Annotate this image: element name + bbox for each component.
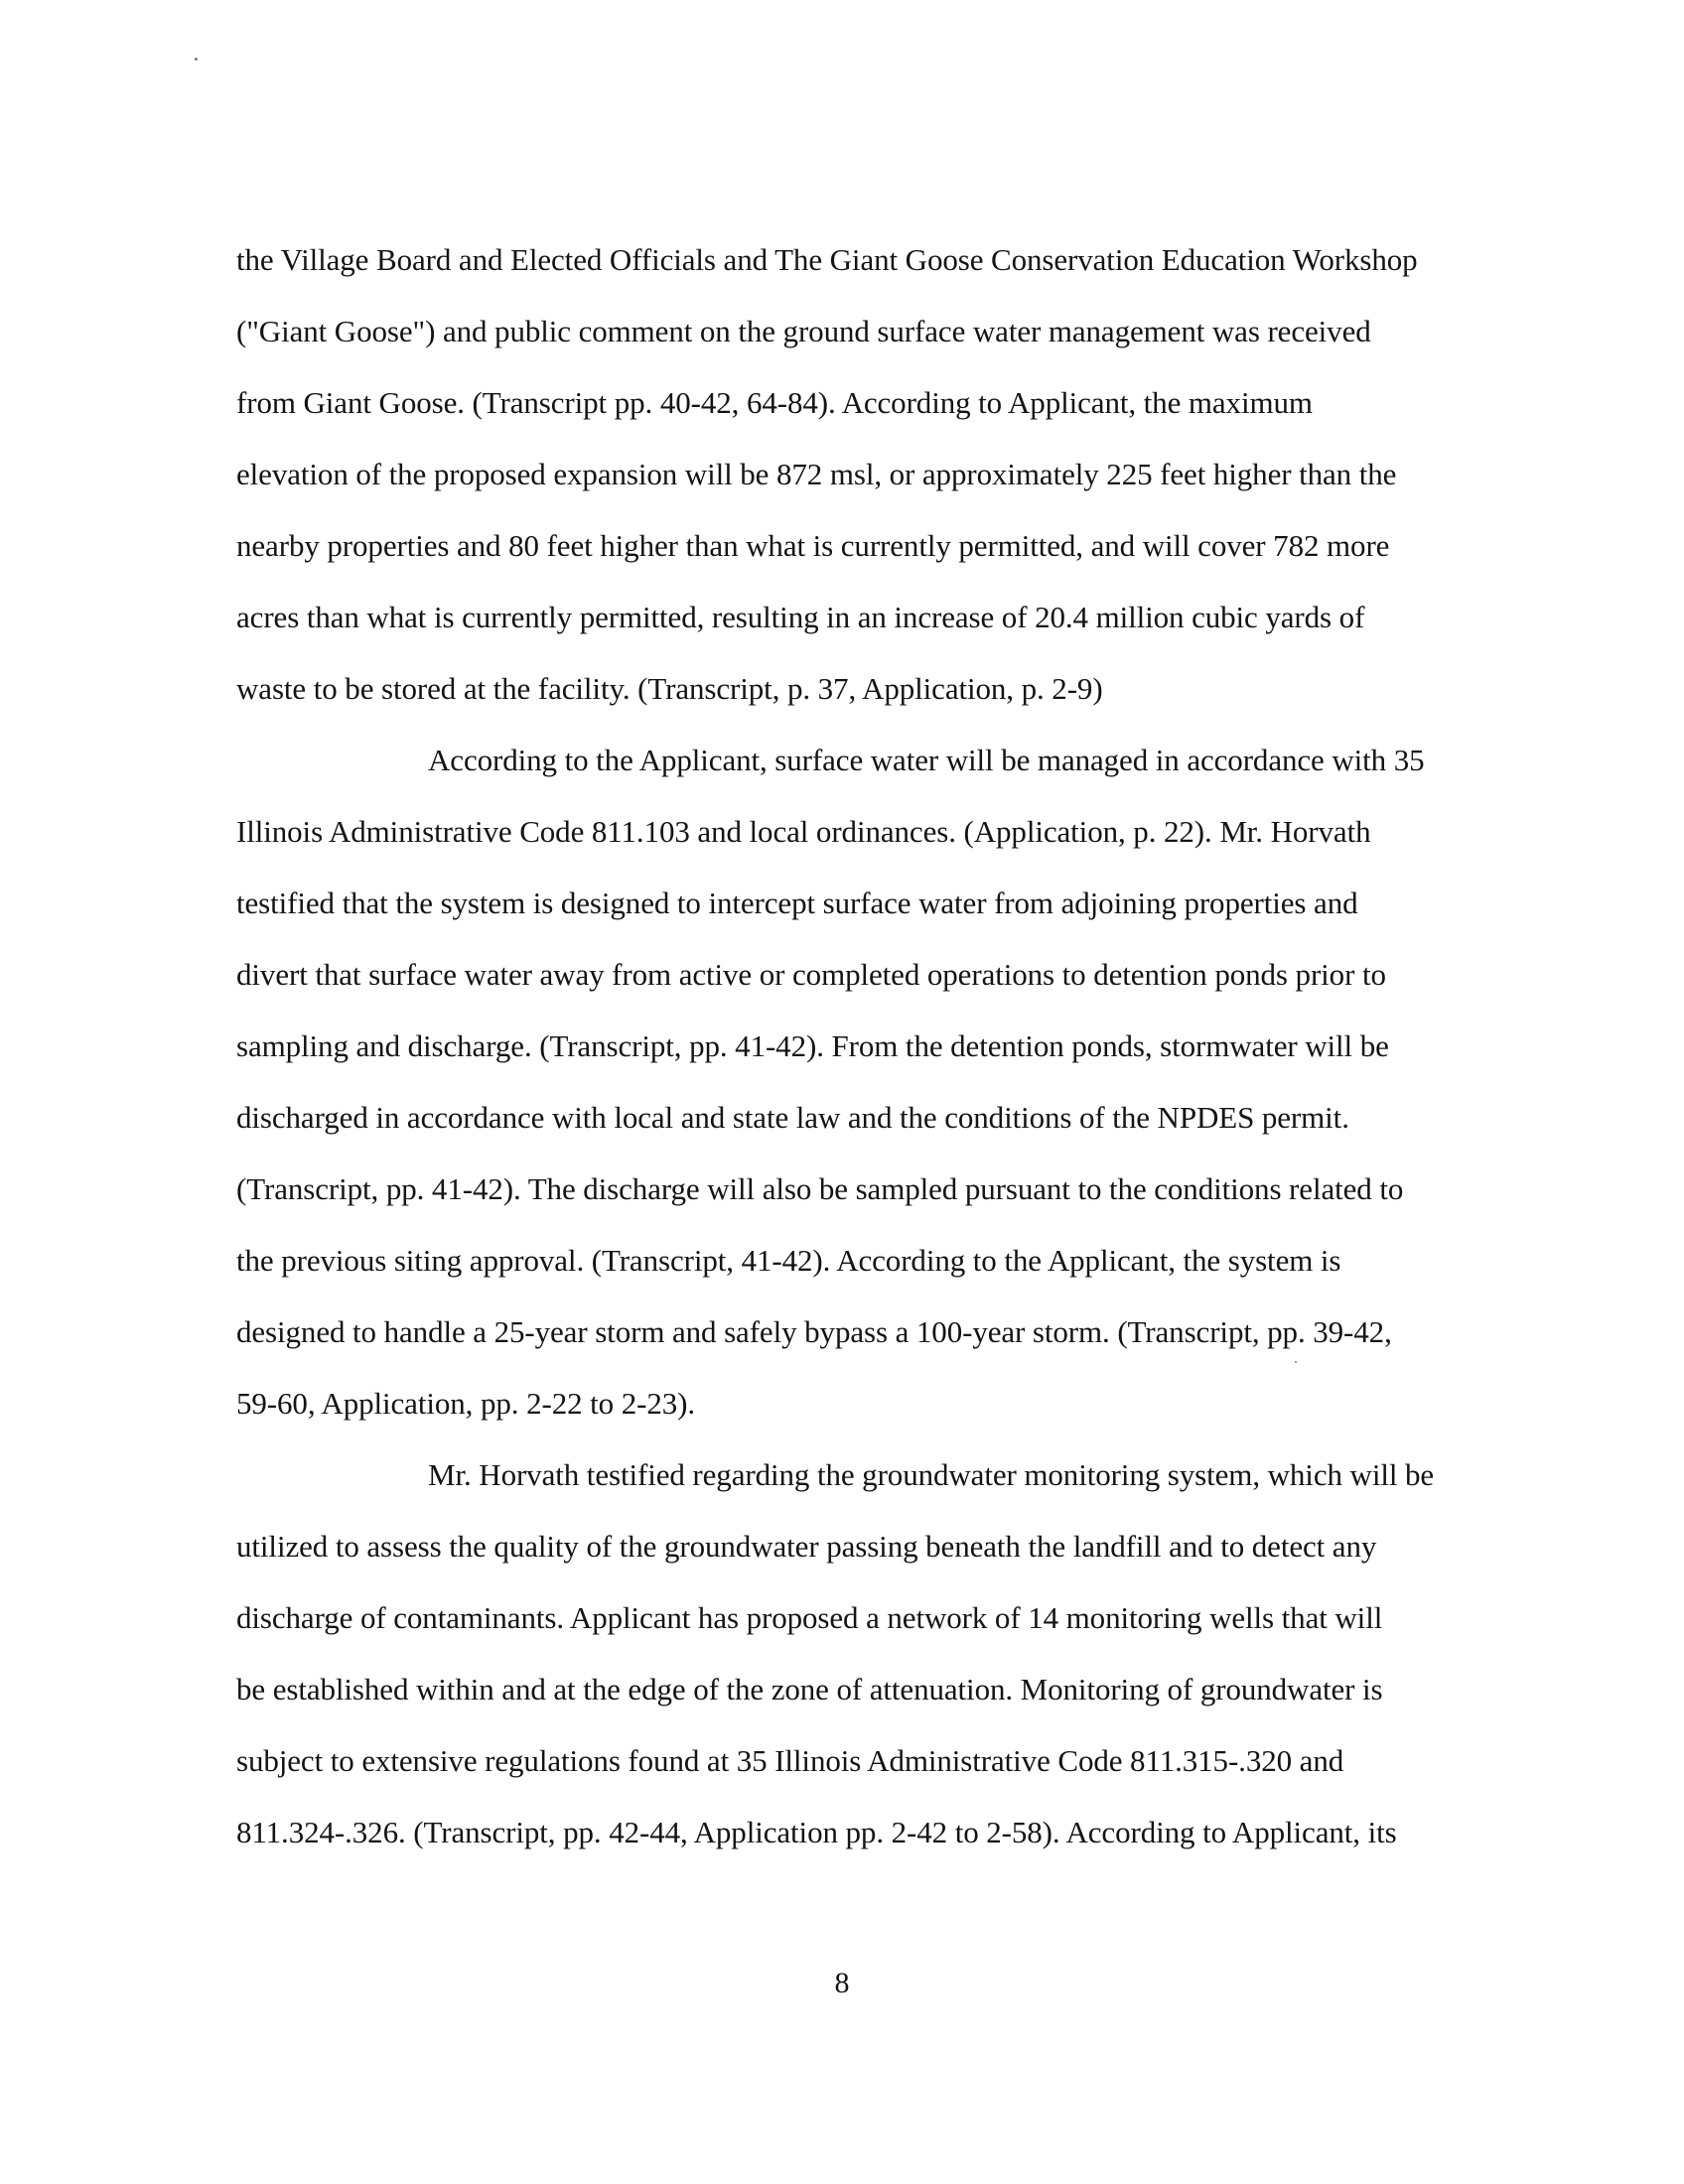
text-line: elevation of the proposed expansion will be 872 msl, or approximately 225 feet higher than the bbox=[236, 457, 1397, 491]
text-line: ("Giant Goose") and public comment on the ground surface water management was received bbox=[236, 314, 1371, 348]
text-line: nearby properties and 80 feet higher than what is currently permitted, and will cover 782 more bbox=[236, 528, 1390, 563]
page-number: 8 bbox=[834, 1967, 850, 1999]
document-body bbox=[236, 238, 1448, 1882]
text-line: discharge of contaminants. Applicant has proposed a network of 14 monitoring wells that will bbox=[236, 1600, 1383, 1635]
text-line: Illinois Administrative Code 811.103 and local ordinances. (Application, p. 22). Mr. Horvath bbox=[236, 814, 1371, 849]
text-line: the Village Board and Elected Officials and The Giant Goose Conservation Education Workshop bbox=[236, 242, 1418, 277]
paragraph-first-line: According to the Applicant, surface water will be managed in accordance with 35 bbox=[428, 743, 1425, 777]
text-line: designed to handle a 25-year storm and safely bypass a 100-year storm. (Transcript, pp. 39-42, bbox=[236, 1314, 1392, 1349]
text-line: discharged in accordance with local and state law and the conditions of the NPDES permit. bbox=[236, 1100, 1349, 1135]
text-line: waste to be stored at the facility. (Transcript, p. 37, Application, p. 2-9) bbox=[236, 671, 1103, 706]
text-line: 811.324-.326. (Transcript, pp. 42-44, Application pp. 2-42 to 2-58). According to Applicant, its bbox=[236, 1815, 1397, 1849]
text-line: subject to extensive regulations found at 35 Illinois Administrative Code 811.315-.320 and bbox=[236, 1743, 1344, 1778]
text-line: testified that the system is designed to intercept surface water from adjoining properties and bbox=[236, 886, 1358, 920]
text-line: 59-60, Application, pp. 2-22 to 2-23). bbox=[236, 1386, 696, 1421]
text-line: (Transcript, pp. 41-42). The discharge will also be sampled pursuant to the conditions related to bbox=[236, 1171, 1404, 1206]
scan-speck bbox=[195, 58, 198, 61]
text-line: be established within and at the edge of the zone of attenuation. Monitoring of groundwater is bbox=[236, 1672, 1383, 1706]
text-line: divert that surface water away from active or completed operations to detention ponds prior to bbox=[236, 957, 1386, 992]
text-line: from Giant Goose. (Transcript pp. 40-42, 64-84). According to Applicant, the maximum bbox=[236, 385, 1313, 420]
text-line: utilized to assess the quality of the groundwater passing beneath the landfill and to detect any bbox=[236, 1529, 1377, 1564]
text-line: sampling and discharge. (Transcript, pp. 41-42). From the detention ponds, stormwater will be bbox=[236, 1028, 1389, 1063]
paragraph-first-line: Mr. Horvath testified regarding the groundwater monitoring system, which will be bbox=[428, 1457, 1435, 1492]
text-line: acres than what is currently permitted, resulting in an increase of 20.4 million cubic yards of bbox=[236, 600, 1365, 634]
text-line: the previous siting approval. (Transcript, 41-42). According to the Applicant, the system is bbox=[236, 1243, 1341, 1278]
